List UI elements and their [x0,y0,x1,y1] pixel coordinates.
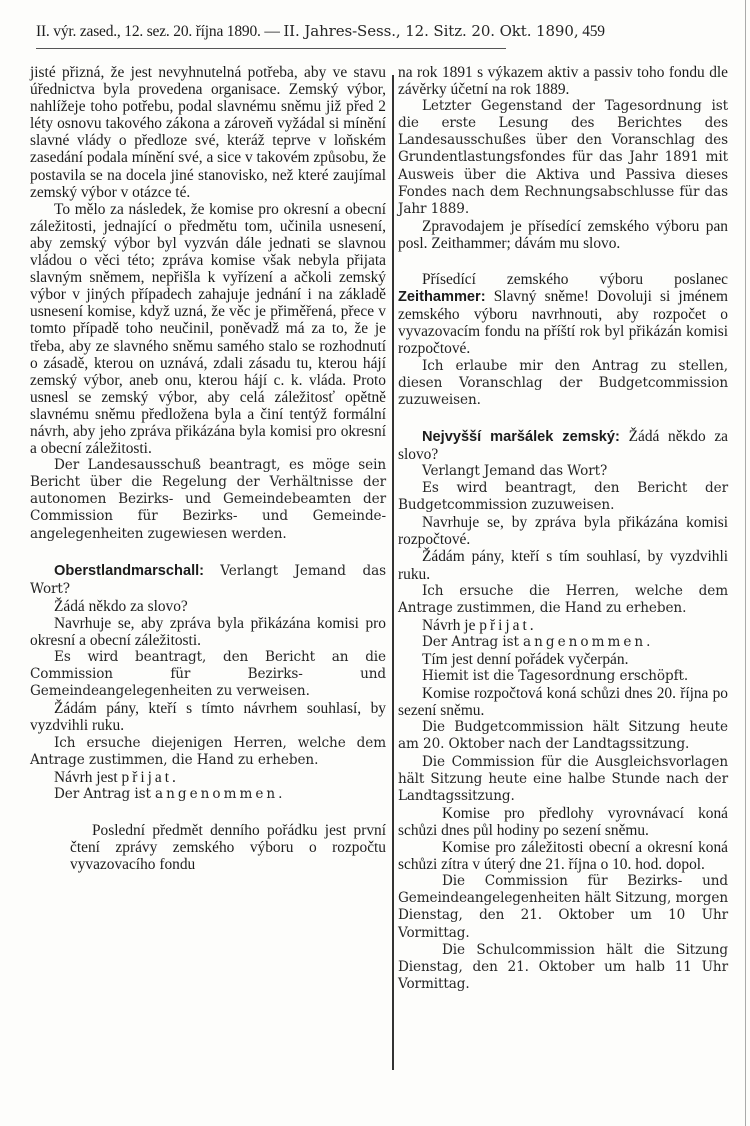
paragraph-german: Ich erlaube mir den Antrag zu stellen, diesen Voranschlag der Budgetcommission zuzuweisen. [398,357,728,408]
paragraph-german: Hiemit ist die Tagesordnung erschöpft. [422,668,689,685]
paragraph: Zpravodajem je přísedící zemského výboru pan posl. Zeithammer; dávám mu slovo. [398,217,728,252]
paragraph-german: Die Schulcommission hält die Sitzung Dienstag, den 21. Oktober um halb 11 Uhr Vormittag. [398,941,728,992]
speaker-text: Slavný sněme! Dovoluji si jménem zemského výboru navrhnouti, aby rozpočet o vyvazovacím fondu na příští rok byl přikázán komisi rozpočtové. [398,288,728,358]
paragraph-german: Die Commission für Bezirks- und Gemeindeangelegenheiten hält Sitzung, morgen Dienstag, den 21. Oktober um 10 Uhr Vormittag. [398,873,728,941]
result-value: přijat. [121,768,179,786]
spacer [30,543,386,562]
paragraph-german: Letzter Gegenstand der Tagesordnung ist die erste Lesung des Berichtes des Landesausschußes über den Voranschlag des Grundentlastungsfondes für das Jahr 1891 mit Ausweis über die Aktiva und Passiva dieses Fondes nach dem Rechnungsabschlusse für das Jahr 1889. [398,98,728,217]
page-number: 459 [582,23,605,40]
paragraph: To mělo za následek, že komise pro okresní a obecní záležitosti, jednající o předmětu tom, učinila usnesení, aby zemský výbor byl vyzván dále jednati se slavnou vládou o věci této; zpráva komise však nebyla přijata slavným sněmem, nepřišla k vyřízení a ačkoli zemský výbor v jiných případech zahajuje jednání i na základě usnesení komise, když uzná, že věc je přiměřená, přece v tomto případě toho neučinil, poněvadž má za to, že je třeba, aby ze slavného sněmu samého stalo se rozhodnutí o zásadě, kterou on uznává, zdali zásadu tu, kterou hájí zemský výbor, aneb onu, kterou hájí c. k. vláda. Proto usnesl se zemský výbor, aby celá záležitosť opětně slavnému sněmu předložena byla a činí tentýž formální návrh, aby jeho zpráva přikázána byla komisi pro okresní a obecní záležitosti. [30,200,386,458]
left-column [30,64,386,873]
speaker-text: Verlangt Jemand das Wort? [30,562,386,597]
spacer [398,252,728,271]
right-column [398,64,728,993]
paragraph: Komise pro záležitosti obecní a okresní koná schůzi zítra v úterý dne 21. října o 10. hod. dopol. [398,839,728,874]
column-divider [392,75,394,1070]
paragraph-german: Ich ersuche die Herren, welche dem Antrage zustimmen, die Hand zu erheben. [398,582,728,616]
result-label: Návrh jest [54,768,118,786]
paragraph-german: Die Budgetcommission hält Sitzung heute am 20. Oktober nach der Landtagssitzung. [398,719,728,753]
spacer [398,409,728,428]
paragraph: Tím jest denní pořádek vyčerpán. [422,651,629,668]
result-value: angenommen. [155,785,286,802]
paragraph-german: Verlangt Jemand das Wort? [422,462,608,479]
paragraph: na rok 1891 s výkazem aktiv a passiv toho fondu dle závěrky účetní na rok 1889. [398,64,728,99]
speaker-name: Oberstlandmarschall: [54,562,205,579]
result-paragraph-german [398,634,728,651]
speaker-intro: Přísedící zemského výboru poslanec [422,271,728,289]
paragraph: Navrhuje se, aby zpráva byla přikázána komisi pro okresní a obecní záležitosti. [30,614,386,649]
result-paragraph [398,617,728,634]
header-czech: II. výr. zased., 12. sez. 20. října 1890. — [36,23,280,40]
paragraph-german: Ich ersuche diejenigen Herren, welche dem Antrage zustimmen, die Hand zu erheben. [30,734,386,768]
speaker-text: Žádá někdo za slovo? [398,427,728,463]
result-paragraph [30,769,386,786]
speaker-paragraph [398,271,728,357]
paragraph: Komise rozpočtová koná schůzi dnes 20. října po sezení sněmu. [398,685,728,720]
paragraph: Komise pro předlohy vyrovnávací koná schůzi dnes půl hodiny po sezení sněmu. [398,804,728,839]
result-label: Der Antrag ist [54,785,151,802]
result-label: Der Antrag ist [422,633,519,650]
speaker-name: Zeithammer: [398,289,486,306]
paragraph: Žádám pány, kteří s tím souhlasí, by vyzdvihli ruku. [398,548,728,583]
speaker-name: Nejvyšší maršálek zemský: [422,428,620,445]
result-value: přijat. [479,616,537,634]
paragraph: Žádám pány, kteří s tímto návrhem souhlasí, by vyzdvihli ruku. [30,700,386,735]
paragraph: Poslední předmět denního pořádku jest první čtení zprávy zemského výboru o rozpočtu vyvazovacího fondu [70,821,386,874]
paragraph-german: Es wird beantragt, den Bericht der Budgetcommission zuzuweisen. [398,480,728,514]
result-value: angenommen. [523,633,654,650]
paragraph: Navrhuje se, by zpráva byla přikázána komisi rozpočtové. [398,514,728,549]
speaker-paragraph [398,428,728,463]
paragraph: Žádá někdo za slovo? [54,597,188,615]
paragraph: jisté přizná, že jest nevyhnutelná potřeba, aby ve stavu úřednictva byla provedena organisace. Zemský výbor, nahlížeje toho potřebu, podal slavnému sněmu již před 2 léty osnovu takového zákona a zároveň vyžádal si mínění slavné vlády o předloze své, kteráž teprve v loňském zasedání podala mínění své, a sice v takovém způsobu, že postavila se na docela jiné stanovisko, než které zaujímal zemský výbor v otázce té. [30,64,386,201]
spacer [30,803,386,822]
page-header [36,22,605,50]
paragraph-german: Die Commission für die Ausgleichsvorlagen hält Sitzung heute eine halbe Stunde nach der Landtagssitzung. [398,753,728,804]
speaker-paragraph [30,562,386,598]
page-edge [745,0,746,1126]
paragraph-german: Der Landesausschuß beantragt, es möge sein Bericht über die Regelung der Verhältnisse der autonomen Bezirks- und Gemeindebeamten der Commission für Bezirks- und Gemeinde-angelegenheiten zugewiesen werden. [30,457,386,542]
paragraph-german: Es wird beantragt, den Bericht an die Commission für Bezirks- und Gemeindeangelegenheiten zu verweisen. [30,649,386,700]
result-paragraph-german [30,786,386,803]
header-german: II. Jahres-Sess., 12. Sitz. 20. Okt. 1890, [283,22,579,40]
header-rule [36,48,506,49]
result-label: Návrh je [422,616,476,634]
